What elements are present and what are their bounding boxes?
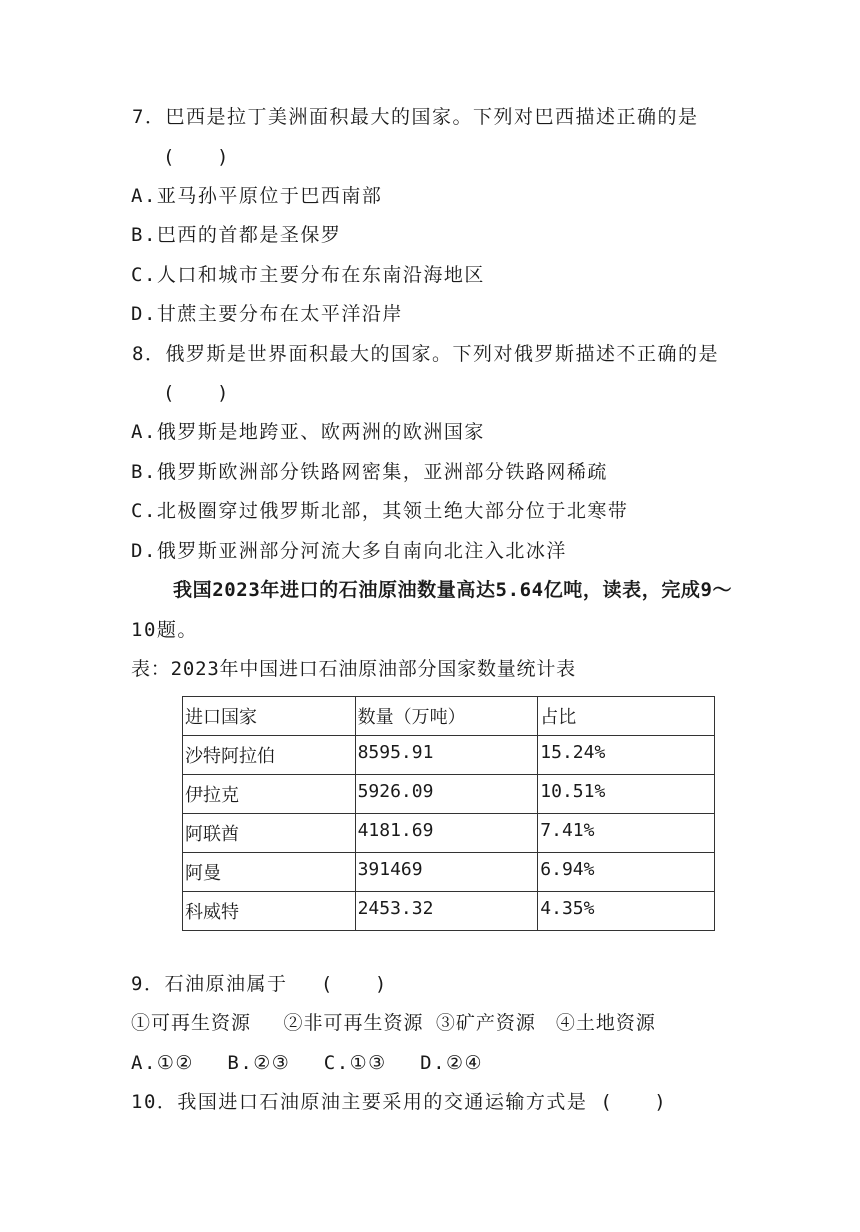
q7-answer-blank: ( ) <box>163 146 230 168</box>
cell-country: 沙特阿拉伯 <box>183 736 356 775</box>
q9-stem: 9．石油原油属于 ( ) <box>131 973 388 995</box>
cell-quantity: 8595.91 <box>355 736 538 775</box>
q8-option-b: B.俄罗斯欧洲部分铁路网密集，亚洲部分铁路网稀疏 <box>131 461 608 483</box>
table-caption: 表：2023年中国进口石油原油部分国家数量统计表 <box>131 658 576 680</box>
q7-option-c: C.人口和城市主要分布在东南沿海地区 <box>131 264 485 286</box>
table-row <box>183 775 715 814</box>
cell-quantity: 391469 <box>355 853 538 892</box>
table-row <box>183 853 715 892</box>
cell-quantity: 2453.32 <box>355 892 538 931</box>
cell-share: 10.51% <box>538 775 715 814</box>
cell-share: 7.41% <box>538 814 715 853</box>
cell-share: 15.24% <box>538 736 715 775</box>
q7-option-b: B.巴西的首都是圣保罗 <box>131 224 342 246</box>
intro-line-1: 我国2023年进口的石油原油数量高达5.64亿吨，读表，完成9～ <box>173 579 733 601</box>
q8-answer-blank: ( ) <box>163 382 230 404</box>
q8-option-a: A.俄罗斯是地跨亚、欧两洲的欧洲国家 <box>131 421 485 443</box>
cell-country: 阿联酋 <box>183 814 356 853</box>
cell-country: 阿曼 <box>183 853 356 892</box>
cell-share: 4.35% <box>538 892 715 931</box>
table-row <box>183 814 715 853</box>
q7-stem: 7．巴西是拉丁美洲面积最大的国家。下列对巴西描述正确的是 <box>132 106 699 128</box>
header-country: 进口国家 <box>183 697 356 736</box>
q7-option-a: A.亚马孙平原位于巴西南部 <box>131 185 383 207</box>
table-row <box>183 892 715 931</box>
q7-option-d: D.甘蔗主要分布在太平洋沿岸 <box>131 303 403 325</box>
q10-stem: 10．我国进口石油原油主要采用的交通运输方式是 ( ) <box>131 1091 668 1113</box>
table-header-row <box>183 697 715 736</box>
cell-quantity: 5926.09 <box>355 775 538 814</box>
q8-option-c: C.北极圈穿过俄罗斯北部，其领土绝大部分位于北寒带 <box>131 500 629 522</box>
cell-country: 科威特 <box>183 892 356 931</box>
header-quantity: 数量（万吨） <box>355 697 538 736</box>
cell-share: 6.94% <box>538 853 715 892</box>
cell-country: 伊拉克 <box>183 775 356 814</box>
q8-option-d: D.俄罗斯亚洲部分河流大多自南向北注入北冰洋 <box>131 540 567 562</box>
header-share: 占比 <box>538 697 715 736</box>
import-stats-table <box>182 696 715 931</box>
table-row <box>183 736 715 775</box>
q8-stem: 8．俄罗斯是世界面积最大的国家。下列对俄罗斯描述不正确的是 <box>132 343 719 365</box>
q9-options: A.①② B.②③ C.①③ D.②④ <box>131 1052 484 1074</box>
intro-line-2: 10题。 <box>131 619 198 641</box>
cell-quantity: 4181.69 <box>355 814 538 853</box>
q9-choices: ①可再生资源 ②非可再生资源 ③矿产资源 ④土地资源 <box>131 1012 656 1034</box>
